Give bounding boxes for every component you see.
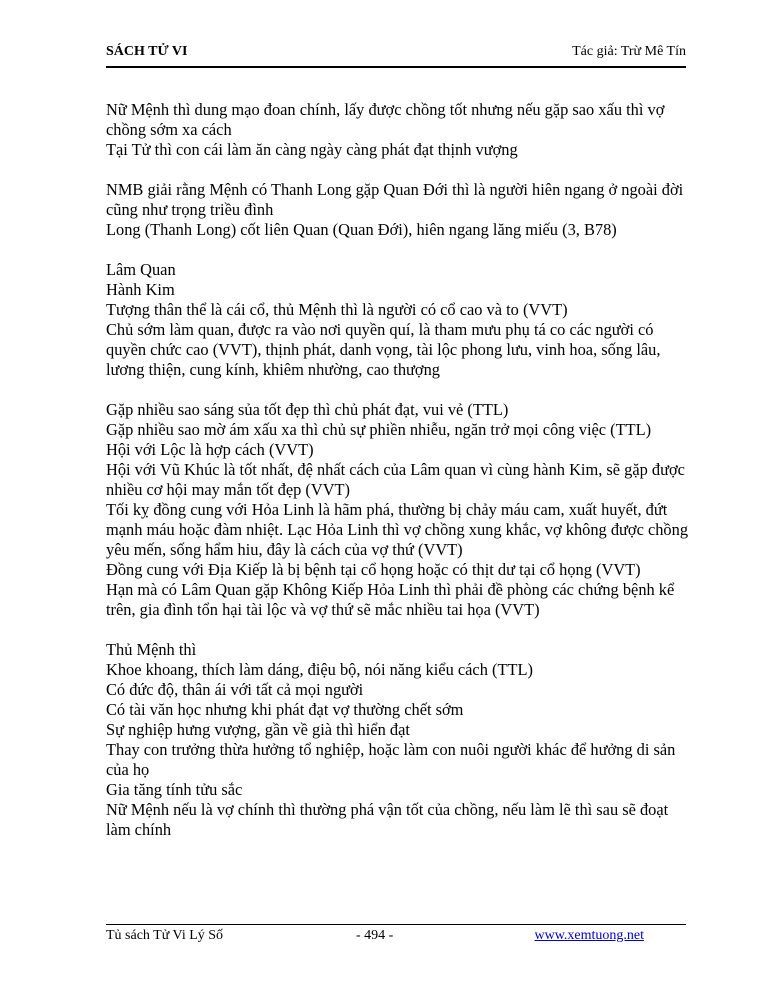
text-line: Tối kỵ đồng cung với Hỏa Linh là hãm phá, thường bị chảy máu cam, xuất huyết, đứt mạnh máu hoặc đàm nhiệt. Lạc Hỏa Linh thì vợ chồng xung khắc, vợ không được chồng yêu mến, sống hẩm hiu, đây là cách của vợ thứ (VVT) (106, 500, 689, 559)
text-line: Hội với Lộc là hợp cách (VVT) (106, 440, 314, 459)
text-line: Có tài văn học nhưng khi phát đạt vợ thường chết sớm (106, 700, 464, 719)
text-line: Long (Thanh Long) cốt liên Quan (Quan Đới), hiên ngang lăng miếu (3, B78) (106, 220, 617, 239)
text-line: Chủ sớm làm quan, được ra vào nơi quyền quí, là tham mưu phụ tá co các người có quyền chức cao (VVT), thịnh phát, danh vọng, tài lộc phong lưu, vinh hoa, sống lâu, lương thiện, cung kính, khiêm nhường, cao thượng (106, 320, 661, 379)
text-line: Tại Tử thì con cái làm ăn càng ngày càng phát đạt thịnh vượng (106, 140, 518, 159)
book-title: SÁCH TỬ VI (106, 44, 188, 59)
website-link[interactable]: www.xemtuong.net (534, 928, 644, 943)
text-line: Hành Kim (106, 280, 175, 299)
footer-divider (106, 924, 686, 925)
paragraph-block (106, 640, 690, 840)
text-line: Có đức độ, thân ái với tất cả mọi người (106, 680, 364, 699)
author-label: Tác giả: Trừ Mê Tín (572, 44, 686, 59)
page-number: - 494 - (356, 928, 394, 943)
text-line: Đồng cung với Địa Kiếp là bị bệnh tại cổ họng hoặc có thịt dư tại cổ họng (VVT) (106, 560, 641, 579)
text-line: Nữ Mệnh thì dung mạo đoan chính, lấy được chồng tốt nhưng nếu gặp sao xấu thì vợ chồng sớm xa cách (106, 100, 665, 139)
text-line: Thủ Mệnh thì (106, 640, 197, 659)
text-line: Sự nghiệp hưng vượng, gần về già thì hiển đạt (106, 720, 410, 739)
paragraph-block (106, 180, 690, 240)
text-line: Gặp nhiều sao sáng sủa tốt đẹp thì chủ phát đạt, vui vẻ (TTL) (106, 400, 509, 419)
text-line: Khoe khoang, thích làm dáng, điệu bộ, nói năng kiểu cách (TTL) (106, 660, 533, 679)
text-line: Gặp nhiều sao mờ ám xấu xa thì chủ sự phiền nhiễu, ngăn trở mọi công việc (TTL) (106, 420, 652, 439)
text-line: Hội với Vũ Khúc là tốt nhất, đệ nhất cách của Lâm quan vì cùng hành Kim, sẽ gặp được nhiều cơ hội may mắn tốt đẹp (VVT) (106, 460, 685, 499)
section-heading: Lâm Quan (106, 260, 176, 279)
text-line: Nữ Mệnh nếu là vợ chính thì thường phá vận tốt của chồng, nếu làm lẽ thì sau sẽ đoạt làm chính (106, 800, 669, 839)
text-line: Hạn mà có Lâm Quan gặp Không Kiếp Hỏa Linh thì phải đề phòng các chứng bệnh kể trên, gia đình tổn hại tài lộc và vợ thứ sẽ mắc nhiều tai họa (VVT) (106, 580, 675, 619)
page-body (106, 100, 690, 840)
text-line: Thay con trưởng thừa hưởng tổ nghiệp, hoặc làm con nuôi người khác để hưởng di sản của họ (106, 740, 676, 779)
paragraph-block (106, 100, 690, 160)
page-header (106, 44, 686, 68)
series-name: Tủ sách Tử Vi Lý Số (106, 928, 224, 943)
paragraph-block (106, 260, 690, 380)
text-line: NMB giải rằng Mệnh có Thanh Long gặp Quan Đới thì là người hiên ngang ở ngoài đời cũng như trọng triều đình (106, 180, 684, 219)
paragraph-block (106, 400, 690, 620)
text-line: Gia tăng tính tửu sắc (106, 780, 243, 799)
text-line: Tượng thân thể là cái cổ, thủ Mệnh thì là người có cổ cao và to (VVT) (106, 300, 568, 319)
